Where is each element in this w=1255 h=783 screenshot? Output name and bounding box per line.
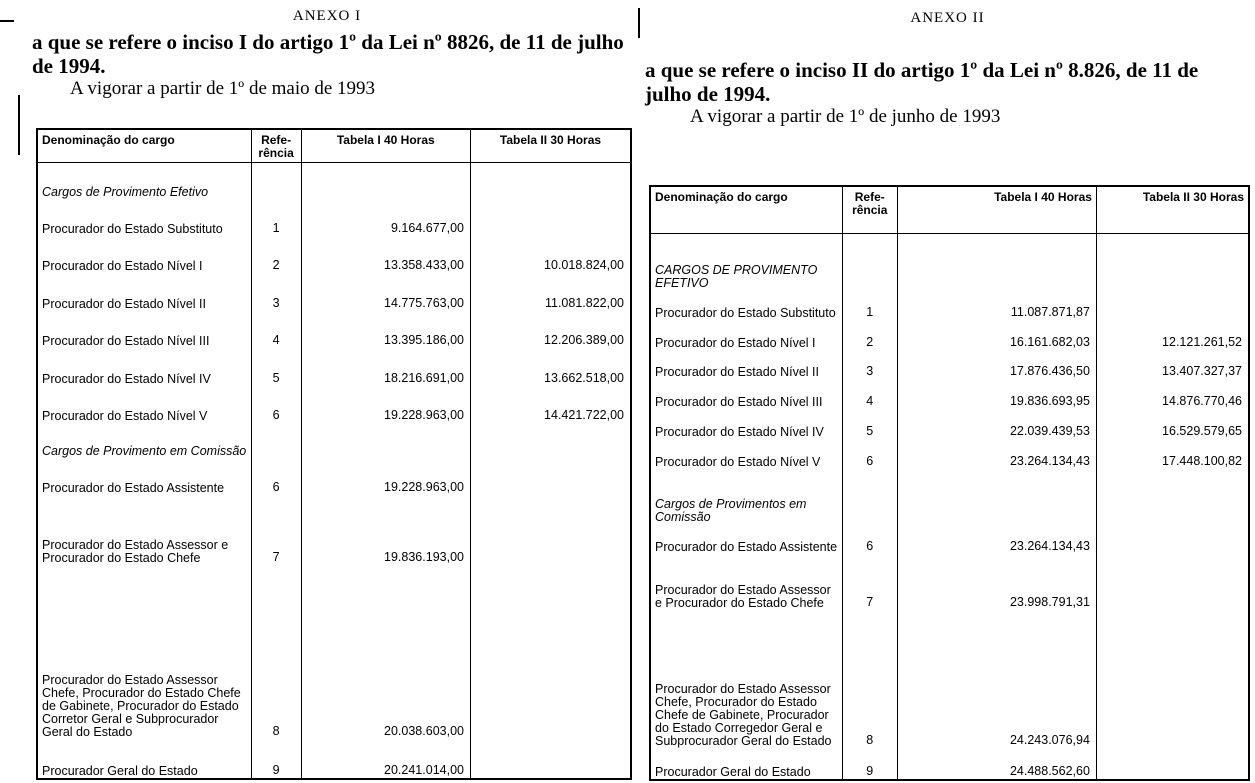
reference-code: 3 [251, 273, 301, 310]
table-row [37, 739, 631, 779]
table-ii-value: 12.121.261,52 [1096, 320, 1249, 350]
reference-code: 7 [842, 554, 897, 609]
table-i-value: 19.228.963,00 [301, 386, 470, 423]
table-i-value: 13.395.186,00 [301, 311, 470, 348]
annex-reference: a que se refere o inciso I do artigo 1º da Lei nº 8826, de 11 de julho de 1994. [32, 30, 624, 78]
reference-code: 5 [842, 409, 897, 439]
column-divider [638, 8, 640, 38]
reference-code: 1 [251, 199, 301, 236]
table-ii-value [470, 565, 631, 739]
table-i-value: 9.164.677,00 [301, 199, 470, 236]
table-row [650, 524, 1249, 554]
position-name: Procurador do Estado Substituto [37, 199, 251, 236]
table-ii-value: 17.448.100,82 [1096, 439, 1249, 469]
table-ii-value [1096, 290, 1249, 320]
position-name: Procurador do Estado Nível II [650, 350, 842, 380]
position-name: Procurador Geral do Estado [37, 739, 251, 779]
table-i-value [897, 234, 1096, 290]
position-name: Procurador do Estado Assessor Chefe, Procurador do Estado Chefe de Gabinete, Procurador do Estado Corregedor Geral e Subprocurador Geral do Estado [650, 610, 842, 748]
reference-code: 6 [842, 524, 897, 554]
salary-table [36, 128, 632, 780]
table-ii-value: 10.018.824,00 [470, 236, 631, 273]
table-row [37, 311, 631, 348]
table-i-value: 18.216.691,00 [301, 348, 470, 385]
reference-code: 1 [842, 290, 897, 320]
annex-ii [645, 0, 1250, 779]
table-i-value: 19.836.193,00 [301, 495, 470, 565]
reference-code: 4 [251, 311, 301, 348]
header-table-i: Tabela I 40 Horas [897, 186, 1096, 234]
table-ii-value: 13.662.518,00 [470, 348, 631, 385]
table-ii-value [470, 739, 631, 779]
table-i-value: 23.998.791,31 [897, 554, 1096, 609]
table-row [650, 234, 1249, 290]
table-i-value: 19.836.693,95 [897, 379, 1096, 409]
table-ii-value [1096, 524, 1249, 554]
table-i-value: 14.775.763,00 [301, 273, 470, 310]
salary-table [649, 185, 1250, 781]
table-ii-value [470, 199, 631, 236]
table-ii-value [1096, 469, 1249, 524]
reference-code [842, 469, 897, 524]
table-i-value: 19.228.963,00 [301, 458, 470, 495]
table-i-value: 20.038.603,00 [301, 565, 470, 739]
table-row [650, 610, 1249, 748]
reference-code: 5 [251, 348, 301, 385]
reference-code: 8 [842, 610, 897, 748]
table-row [37, 199, 631, 236]
table-row [650, 409, 1249, 439]
position-name: Procurador do Estado Nível I [650, 320, 842, 350]
position-name: Procurador do Estado Nível V [650, 439, 842, 469]
annex-reference: a que se refere o inciso II do artigo 1º da Lei nº 8.826, de 11 de julho de 1994. [645, 58, 1199, 106]
table-i-value: 13.358.433,00 [301, 236, 470, 273]
table-ii-value: 14.421.722,00 [470, 386, 631, 423]
annex-title: ANEXO I [292, 8, 362, 24]
reference-code: 9 [251, 739, 301, 779]
table-row [650, 469, 1249, 524]
position-name: Procurador do Estado Nível IV [650, 409, 842, 439]
position-name: Procurador do Estado Nível III [650, 379, 842, 409]
table-row [650, 290, 1249, 320]
annex-effective-date: A vigorar a partir de 1º de maio de 1993 [70, 78, 376, 99]
reference-code: 6 [251, 386, 301, 423]
table-ii-value: 14.876.770,46 [1096, 379, 1249, 409]
table-body [37, 163, 631, 780]
position-name: Procurador do Estado Substituto [650, 290, 842, 320]
header-table-i: Tabela I 40 Horas [301, 129, 470, 163]
edge-mark-vertical [18, 95, 20, 155]
table-i-value: 24.243.076,94 [897, 610, 1096, 748]
position-name: Cargos de Provimento Efetivo [37, 163, 251, 199]
table-body [650, 234, 1249, 781]
table-i-value: 17.876.436,50 [897, 350, 1096, 380]
position-name: Cargos de Provimentos em Comissão [650, 469, 842, 524]
table-ii-value [470, 163, 631, 199]
table-i-value: 23.264.134,43 [897, 524, 1096, 554]
position-name: Procurador do Estado Nível V [37, 386, 251, 423]
position-name: Procurador do Estado Nível IV [37, 348, 251, 385]
header-reference: Refe-rência [251, 129, 301, 163]
reference-code: 2 [251, 236, 301, 273]
table-row [650, 320, 1249, 350]
table-row [37, 458, 631, 495]
annex-effective-date: A vigorar a partir de 1º de junho de 1993 [690, 106, 1001, 127]
reference-code [842, 234, 897, 290]
reference-code [251, 423, 301, 458]
position-name: Procurador do Estado Assessor e Procurador do Estado Chefe [37, 495, 251, 565]
header-position: Denominação do cargo [650, 186, 842, 234]
table-ii-value [1096, 554, 1249, 609]
table-ii-value [1096, 610, 1249, 748]
table-ii-value [470, 423, 631, 458]
table-i-value: 11.087.871,87 [897, 290, 1096, 320]
table-i-value [897, 469, 1096, 524]
position-name: Cargos de Provimento em Comissão [37, 423, 251, 458]
reference-code: 4 [842, 379, 897, 409]
position-name: Procurador do Estado Assistente [37, 458, 251, 495]
header-position: Denominação do cargo [37, 129, 251, 163]
position-name: Procurador do Estado Assistente [650, 524, 842, 554]
position-name: CARGOS DE PROVIMENTO EFETIVO [650, 234, 842, 290]
table-row [37, 423, 631, 458]
position-name: Procurador do Estado Nível II [37, 273, 251, 310]
table-row [37, 495, 631, 565]
table-i-value [301, 423, 470, 458]
table-row [37, 236, 631, 273]
table-i-value [301, 163, 470, 199]
table-row [650, 748, 1249, 780]
table-row [37, 273, 631, 310]
table-ii-value [1096, 748, 1249, 780]
table-i-value: 24.488.562,60 [897, 748, 1096, 780]
table-ii-value: 11.081.822,00 [470, 273, 631, 310]
table-ii-value: 16.529.579,65 [1096, 409, 1249, 439]
table-i-value: 16.161.682,03 [897, 320, 1096, 350]
reference-code: 8 [251, 565, 301, 739]
table-i-value: 20.241.014,00 [301, 739, 470, 779]
edge-mark [0, 20, 14, 22]
position-name: Procurador Geral do Estado [650, 748, 842, 780]
table-row [37, 163, 631, 199]
table-i-value: 22.039.439,53 [897, 409, 1096, 439]
table-row [650, 379, 1249, 409]
table-row [37, 348, 631, 385]
table-row [650, 554, 1249, 609]
header-table-ii: Tabela II 30 Horas [1096, 186, 1249, 234]
reference-code [251, 163, 301, 199]
reference-code: 6 [251, 458, 301, 495]
table-i-value: 23.264.134,43 [897, 439, 1096, 469]
position-name: Procurador do Estado Assessor e Procurador do Estado Chefe [650, 554, 842, 609]
table-row [650, 439, 1249, 469]
table-ii-value [470, 458, 631, 495]
reference-code: 2 [842, 320, 897, 350]
table-row [37, 386, 631, 423]
table-ii-value: 12.206.389,00 [470, 311, 631, 348]
table-ii-value [470, 495, 631, 565]
reference-code: 3 [842, 350, 897, 380]
table-ii-value [1096, 234, 1249, 290]
reference-code: 7 [251, 495, 301, 565]
annex-title: ANEXO II [910, 10, 985, 26]
header-reference: Refe-rência [842, 186, 897, 234]
position-name: Procurador do Estado Nível III [37, 311, 251, 348]
reference-code: 6 [842, 439, 897, 469]
reference-code: 9 [842, 748, 897, 780]
header-table-ii: Tabela II 30 Horas [470, 129, 631, 163]
position-name: Procurador do Estado Nível I [37, 236, 251, 273]
table-row [37, 565, 631, 739]
position-name: Procurador do Estado Assessor Chefe, Procurador do Estado Chefe de Gabinete, Procurador do Estado Corretor Geral e Subprocurador Geral do Estado [37, 565, 251, 739]
table-row [650, 350, 1249, 380]
table-ii-value: 13.407.327,37 [1096, 350, 1249, 380]
annex-i [22, 0, 632, 778]
